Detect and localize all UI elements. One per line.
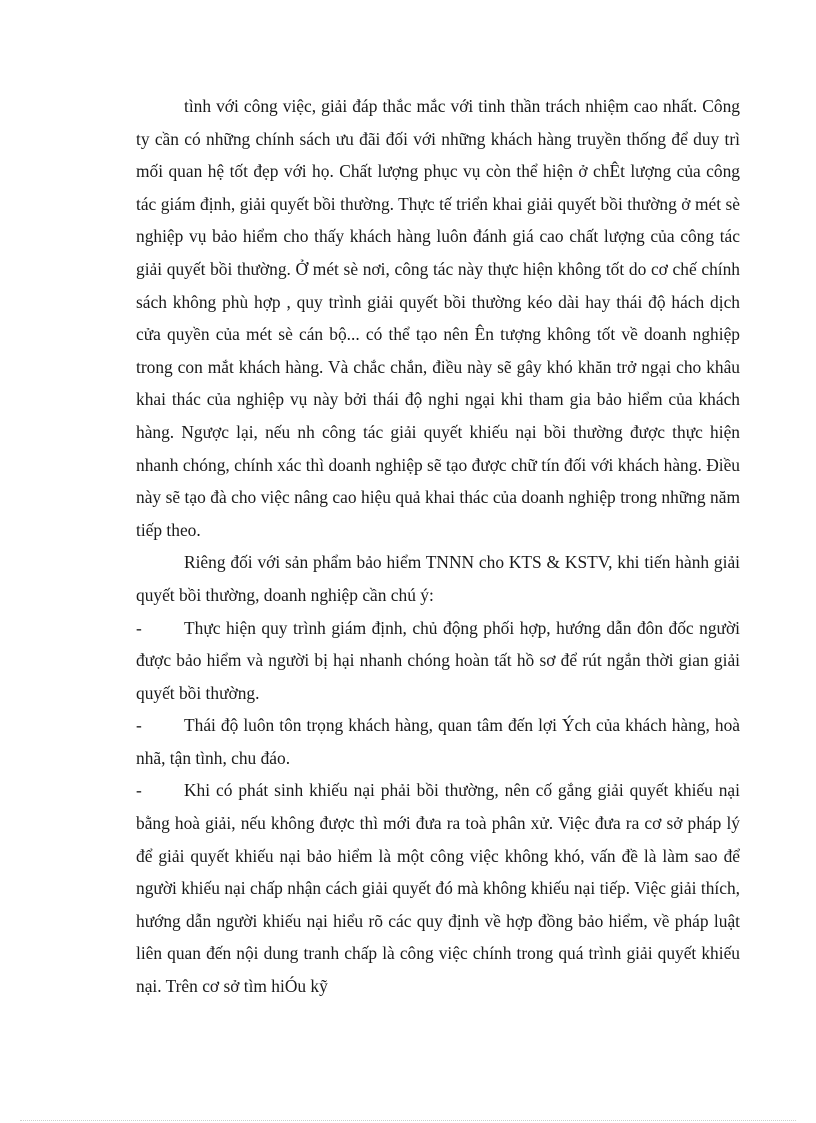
bullet-marker: - [136,617,142,638]
bullet-item-attitude [136,709,740,774]
bullet-text: Khi có phát sinh khiếu nại phải bồi thường, nên cố gắng giải quyết khiếu nại bằng hoà giải, nếu không được thì mới đưa ra toà phân xử. Việc đưa ra cơ sở pháp lý để giải quyết khiếu nại bảo hiểm là một công việc không khó, vấn đề là làm sao để người khiếu nại chấp nhận cách giải quyết đó mà không khiếu nại tiếp. Việc giải thích, hướng dẫn người khiếu nại hiểu rõ các quy định về hợp đồng bảo hiểm, về pháp luật liên quan đến nội dung tranh chấp là công việc chính trong quá trình giải quyết khiếu nại. Trên cơ sở tìm hiÓu kỹ [136,780,740,997]
page-bottom-divider [20,1120,796,1121]
paragraph-intro: Riêng đối với sản phẩm bảo hiểm TNNN cho KTS & KSTV, khi tiến hành giải quyết bồi thường, doanh nghiệp cần chú ý: [136,552,740,605]
bullet-item-claims [136,774,740,1002]
paragraph-continuation: tình với công việc, giải đáp thắc mắc với tinh thần trách nhiệm cao nhất. Công ty cần có những chính sách ưu đãi đối với những khách hàng truyền thống để duy trì mối quan hệ tốt đẹp với họ. Chất lượng phục vụ còn thể hiện ở chÊt lượng của công tác giám định, giải quyết bồi thường. Thực tế triển khai giải quyết bồi thường ở mét sè nghiệp vụ bảo hiểm cho thấy khách hàng luôn đánh giá cao chất lượng của công tác giải quyết bồi thường. Ở mét sè nơi, công tác này thực hiện không tốt do cơ chế chính sách không phù hợp , quy trình giải quyết bồi thường kéo dài hay thái độ hách dịch cửa quyền của mét sè cán bộ... có thể tạo nên Ên tượng không tốt về doanh nghiệp trong con mắt khách hàng. Và chắc chắn, điều này sẽ gây khó khăn trở ngại cho khâu khai thác của nghiệp vụ này bởi thái độ nghi ngại khi tham gia bảo hiểm của khách hàng. Ngược lại, nếu nh công tác giải quyết khiếu nại bồi thường được thực hiện nhanh chóng, chính xác thì doanh nghiệp sẽ tạo được chữ tín đối với khách hàng. Điều này sẽ tạo đà cho việc nâng cao hiệu quả khai thác của doanh nghiệp trong những năm tiếp theo. [136,96,740,540]
body-text [136,90,740,1003]
bullet-item-assessment [136,612,740,710]
bullet-text: Thực hiện quy trình giám định, chủ động phối hợp, hướng dẫn đôn đốc người được bảo hiểm và người bị hại nhanh chóng hoàn tất hồ sơ để rút ngắn thời gian giải quyết bồi thường. [136,617,740,703]
bullet-text: Thái độ luôn tôn trọng khách hàng, quan tâm đến lợi Ých của khách hàng, hoà nhã, tận tình, chu đáo. [136,715,740,768]
bullet-marker: - [136,780,142,801]
bullet-marker: - [136,715,142,736]
